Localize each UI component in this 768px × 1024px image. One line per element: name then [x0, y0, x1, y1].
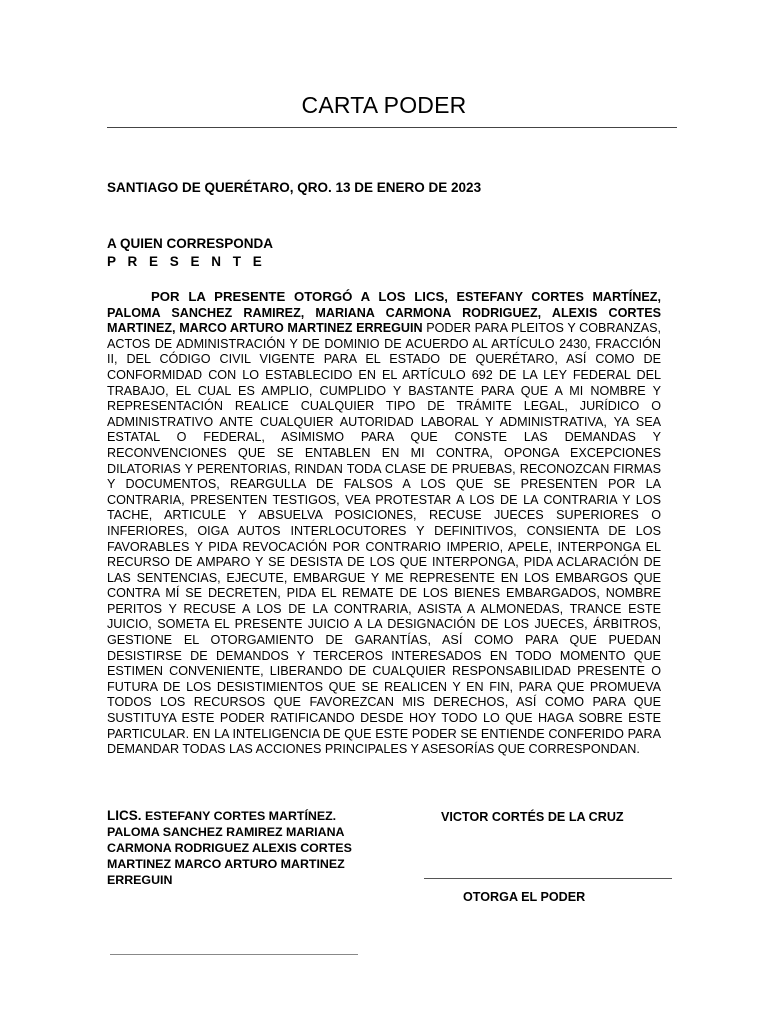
- place-date: SANTIAGO DE QUERÉTARO, QRO. 13 DE ENERO DE 2023: [107, 180, 482, 195]
- signature-line-right: [424, 878, 672, 879]
- body-paragraph: [107, 289, 661, 758]
- body-names: ESTEFANY CORTES MARTÍNEZ, PALOMA SANCHEZ RAMIREZ, MARIANA CARMONA RODRIGUEZ, ALEXIS CORTES MARTINEZ, MARCO ARTURO MARTINEZ ERREGUIN: [107, 290, 661, 336]
- presente-line: P R E S E N T E: [107, 254, 266, 269]
- recipient-block: [107, 235, 273, 271]
- body-lead: POR LA PRESENTE OTORGÓ A LOS LICS,: [151, 289, 448, 304]
- document-title: CARTA PODER: [301, 92, 467, 118]
- signature-line-left: [110, 954, 358, 955]
- sig-left-names: ESTEFANY CORTES MARTÍNEZ. PALOMA SANCHEZ RAMIREZ MARIANA CARMONA RODRIGUEZ ALEXIS CORTES MARTINEZ MARCO ARTURO MARTINEZ ERREGUIN: [107, 809, 352, 887]
- recipient-line: A QUIEN CORRESPONDA: [107, 236, 274, 251]
- title-divider: [107, 127, 677, 128]
- signature-left: [107, 808, 377, 888]
- sig-left-prefix: LICS.: [107, 808, 142, 823]
- body-text: PODER PARA PLEITOS Y COBRANZAS, ACTOS DE ADMINISTRACIÓN Y DE DOMINIO DE ACUERDO AL ARTÍCULO 2430, FRACCIÓN II, DEL CÓDIGO CIVIL VIGENTE PARA EL ESTADO DE QUERÉTARO, ASÍ COMO DE CONFORMIDAD CON LO ESTABLECIDO EN EL ARTÍCULO 692 DE LA LEY FEDERAL DEL TRABAJO, EL CUAL ES AMPLIO, CUMPLIDO Y BASTANTE PARA QUE A MI NOMBRE Y REPRESENTACIÓN REALICE CUALQUIER TIPO DE TRÁMITE LEGAL, JURÍDICO O ADMINISTRATIVO ANTE CUALQUIER AUTORIDAD LABORAL Y ADMINISTRATIVA, YA SEA ESTATAL O FEDERAL, ASIMISMO PARA QUE CONSTE LAS DEMANDAS Y RECONVENCIONES QUE SE ENTABLEN EN MI CONTRA, OPONGA EXCEPCIONES DILATORIAS Y PERENTORIAS, RINDAN TODA CLASE DE PRUEBAS, RECONOZCAN FIRMAS Y DOCUMENTOS, REARGULLA DE FALSOS A LOS QUE SE PRESENTEN POR LA CONTRARIA, PRESENTEN TESTIGOS, VEA PROTESTAR A LOS DE LA CONTRARIA Y LOS TACHE, ARTICULE Y ABSUELVA POSICIONES, RECUSE JUECES SUPERIORES O INFERIORES, OIGA AUTOS INTERLOCUTORES Y DEFINITIVOS, CONSIENTA DE LOS FAVORABLES Y PIDA REVOCACIÓN POR CONTRARIO IMPERIO, APELE, INTERPONGA EL RECURSO DE AMPARO Y SE DESISTA DE LOS QUE INTERPONGA, PIDA ACLARACIÓN DE LAS SENTENCIAS, EJECUTE, EMBARGUE Y ME REPRESENTE EN LOS EMBARGOS QUE CONTRA MÍ SE DECRETEN, PIDA EL REMATE DE LOS BIENES EMBARGADOS, NOMBRE PERITOS Y RECUSE A LOS DE LA CONTRARIA, ASISTA A ALMONEDAS, TRANCE ESTE JUICIO, SOMETA EL PRESENTE JUICIO A LA DESIGNACIÓN DE LOS JUECES, ÁRBITROS, GESTIONE EL OTORGAMIENTO DE GARANTÍAS, ASÍ COMO PARA QUE PUEDAN DESISTIRSE DE DEMANDOS Y TERCEROS INTERESADOS EN TODO MOMENTO QUE ESTIMEN CONVENIENTE, LIBERANDO DE CUALQUIER RESPONSABILIDAD PRESENTE O FUTURA DE LOS DESISTIMIENTOS QUE SE REALICEN Y EN FIN, PARA QUE PROMUEVA TODOS LOS RECURSOS QUE FAVOREZCAN MIS DERECHOS, ASÍ COMO PARA QUE SUSTITUYA ESTE PODER RATIFICANDO DESDE HOY TODO LO QUE HAGA SOBRE ESTE PARTICULAR. EN LA INTELIGENCIA DE QUE ESTE PODER SE ENTIENDE CONFERIDO PARA DEMANDAR TODAS LAS ACCIONES PRINCIPALES Y ASESORÍAS QUE CORRESPONDAN.: [107, 321, 661, 757]
- signature-right-caption: OTORGA EL PODER: [463, 890, 586, 904]
- signature-right-name: VICTOR CORTÉS DE LA CRUZ: [441, 810, 624, 824]
